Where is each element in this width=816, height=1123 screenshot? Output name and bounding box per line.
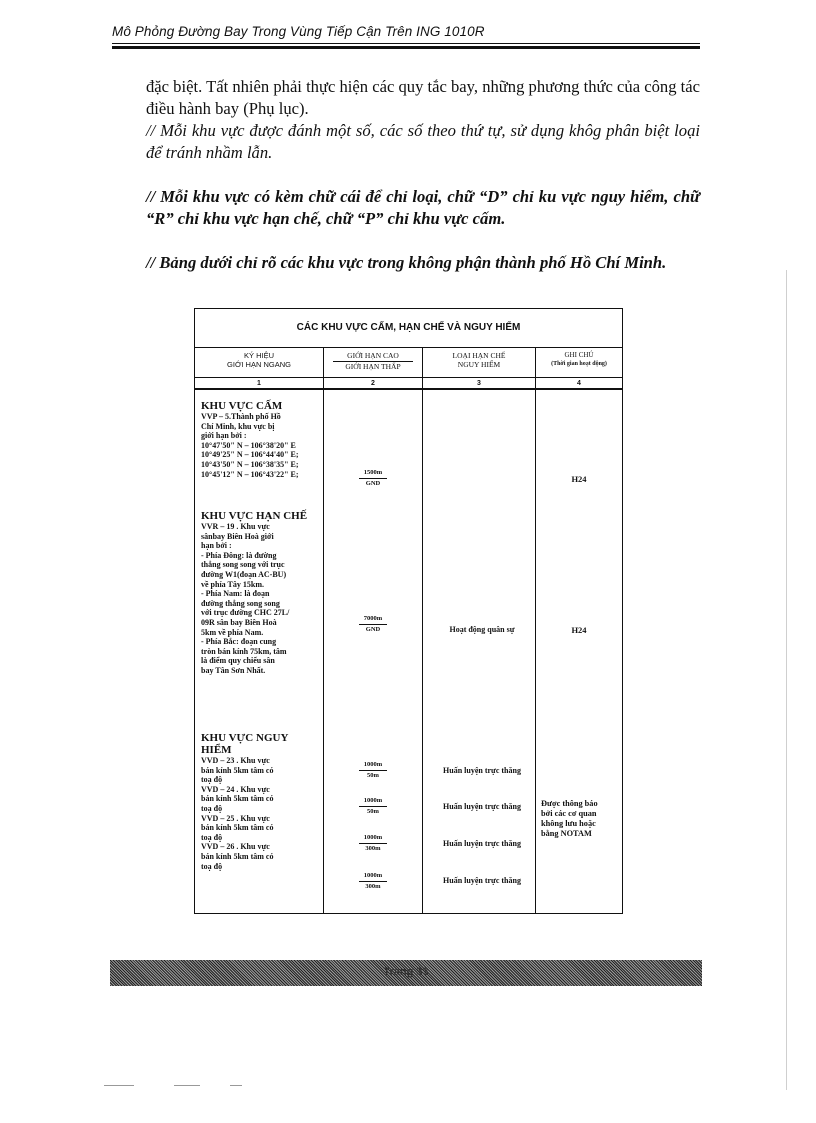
column-divider [422,347,423,913]
restricted-line: đường thẳng song song [201,598,280,608]
table-title: CÁC KHU VỰC CẤM, HẠN CHẾ VÀ NGUY HIỂM [195,309,622,348]
restricted-line: đường W1(đoạn AC-BU) [201,569,287,579]
danger-type-4: Huấn luyện trực thăng [443,876,521,885]
danger-line: bán kính 5km tâm có [201,765,274,775]
danger-line: VVD – 26 . Khu vực [201,842,270,852]
page-number: Trang 33 [383,966,429,978]
paragraph-3: // Mỗi khu vực có kèm chữ cái để chỉ loại, chữ “D” chỉ ku vực nguy hiểm, chữ “R” chỉ khu vực hạn chế, chữ “P” chỉ khu vực cấm. [146,187,700,228]
number-row-divider [195,388,622,390]
header-col-4: GHI CHÚ (Thời gian hoạt động) [551,351,607,367]
prohibited-line: Chí Minh, khu vực bị [201,421,275,431]
danger-type-3: Huấn luyện trực thăng [443,839,521,848]
column-number-4: 4 [577,380,581,387]
paragraph-4: // Bảng dưới chỉ rõ các khu vực trong không phận thành phố Hồ Chí Minh. [146,253,667,272]
restricted-line: - Phía Nam: là đoạn [201,589,270,599]
running-header: Mô Phỏng Đường Bay Trong Vùng Tiếp Cận Trên ING 1010R [112,24,485,39]
danger-heading-cont: HIỂM [201,744,232,756]
restricted-heading: KHU VỰC HẠN CHẾ [201,510,308,522]
danger-note: Được thông báo bởi các cơ quan không lưu hoặc bằng NOTAM [541,799,598,838]
header-col-2: GIỚI HẠN CAO GIỚI HẠN THẤP [325,351,421,371]
danger-line: bán kính 5km tâm có [201,851,274,861]
danger-type-1: Huấn luyện trực thăng [443,766,521,775]
prohibited-line: 10°47'50" N – 106°38'20" E [201,440,296,450]
column-divider [323,347,324,913]
prohibited-line: 10°45'12" N – 106°43'22" E; [201,469,299,479]
danger-type-2: Huấn luyện trực thăng [443,802,521,811]
scan-artifact [174,1085,200,1086]
danger-line: VVD – 25 . Khu vực [201,813,270,823]
prohibited-line: giới hạn bởi : [201,431,247,441]
header-col-1: KÝ HIỆU GIỚI HẠN NGANG [227,351,291,369]
column-number-2: 2 [371,380,375,387]
header-rule-thick [112,46,700,49]
danger-line: toạ độ [201,832,223,842]
column-number-1: 1 [257,380,261,387]
restricted-area-block [201,510,313,676]
restricted-line: hạn bởi : [201,541,232,551]
danger-heading: KHU VỰC NGUY [201,732,289,744]
scan-edge-line [786,270,787,1090]
danger-altitude-2: $\frac{1000m}{50m}$ [343,797,403,816]
danger-altitude-3: $\frac{1000m}{300m}$ [343,834,403,853]
danger-line: toạ độ [201,861,223,871]
prohibited-area-block [201,400,313,479]
scan-artifact [104,1085,134,1086]
danger-line: toạ độ [201,775,223,785]
danger-line: toạ độ [201,803,223,813]
restricted-line: là điểm quy chiếu sân [201,656,275,666]
paragraph-1: đặc biệt. Tất nhiên phải thực hiện các quy tắc bay, những phương thức của công tác điều hành bay (Phụ lục). [146,77,700,118]
danger-line: VVD – 23 . Khu vực [201,756,270,765]
scan-artifact [230,1085,242,1086]
restricted-line: bay Tân Sơn Nhất. [201,665,266,675]
restricted-line: tròn bán kính 75km, tâm [201,646,287,656]
danger-altitude-1: $\frac{1000m}{50m}$ [343,761,403,780]
danger-line: VVD – 24 . Khu vực [201,784,270,794]
danger-area-block [201,732,313,871]
prohibited-line: 10°43'50" N – 106°38'35" E; [201,459,299,469]
restricted-line: thẳng song song với trục [201,560,285,570]
restricted-type: Hoạt động quân sự [449,625,515,634]
restricted-line: với trục đường CHC 27L/ [201,608,290,618]
prohibited-line: VVP – 5.Thành phố Hồ [201,412,281,421]
restricted-line: - Phía Bắc: đoạn cung [201,637,277,647]
header-col-3: LOẠI HẠN CHẾ NGUY HIỂM [452,351,506,369]
danger-altitude-4: $\frac{1000m}{300m}$ [343,872,403,891]
restricted-areas-table [194,308,623,914]
prohibited-altitude: 1500m GND [343,469,403,488]
danger-line: bán kính 5km tâm có [201,823,274,833]
restricted-altitude: 7000m GND [343,615,403,634]
restricted-line: - Phía Đông: là đường [201,550,277,560]
prohibited-heading: KHU VỰC CẤM [201,400,283,412]
paragraph-2: // Mỗi khu vực được đánh một số, các số theo thứ tự, sử dụng khôg phân biệt loại để tránh nhầm lẫn. [146,121,700,162]
restricted-note: H24 [571,625,587,635]
restricted-line: 5km về phía Nam. [201,627,264,637]
restricted-line: về phía Tây 15km. [201,579,264,589]
restricted-line: 09R sân bay Biên Hoà [201,617,277,627]
column-number-3: 3 [477,380,481,387]
restricted-line: sânbay Biên Hoà giới [201,531,274,541]
header-divider [195,377,622,378]
footer-bar [110,960,702,986]
danger-line: bán kính 5km tâm có [201,794,274,804]
restricted-line: VVR – 19 . Khu vực [201,522,270,531]
header-rule [112,43,700,44]
prohibited-line: 10°49'25" N – 106°44'40" E; [201,450,299,460]
prohibited-note: H24 [571,474,587,484]
